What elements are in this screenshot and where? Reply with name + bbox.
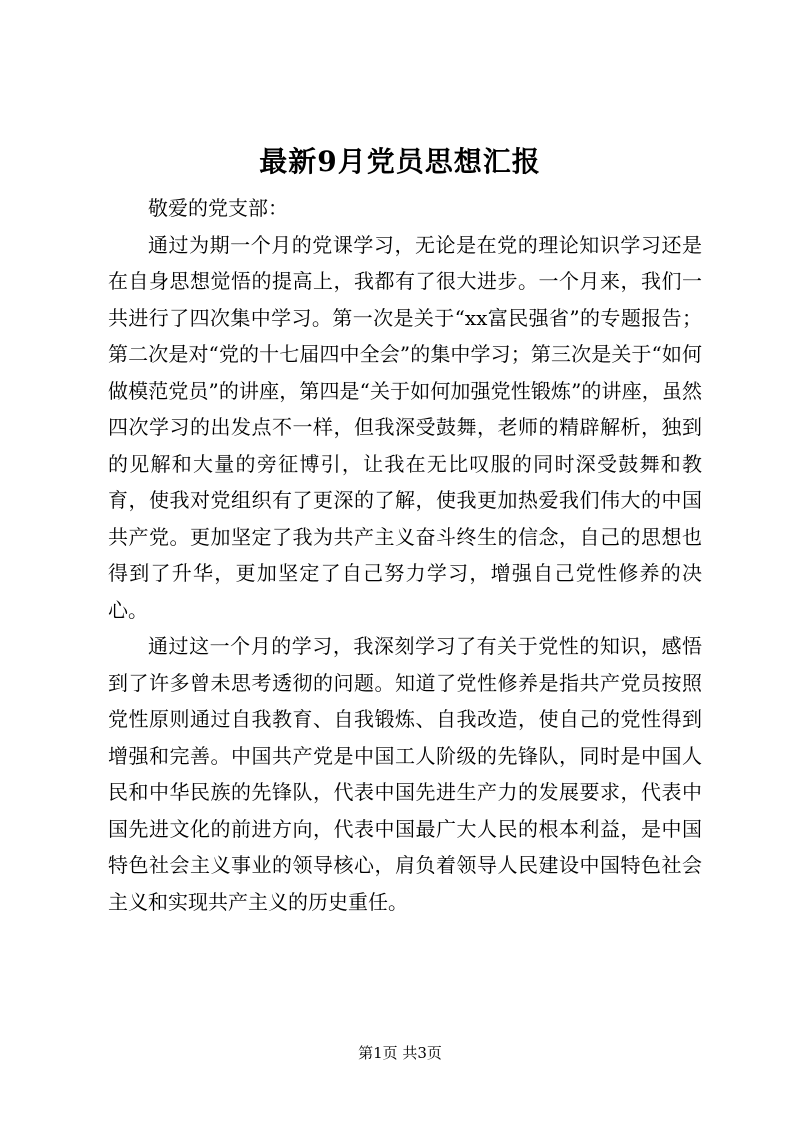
page-number-footer: 第1页 共3页 (358, 1044, 442, 1062)
paragraph-1: 通过为期一个月的党课学习，无论是在党的理论知识学习还是在自身思想觉悟的提高上，我都有了很大进步。一个月来，我们一共进行了四次集中学习。第一次是关于“xx富民强省”的专题报告；第二次是对“党的十七届四中全会”的集中学习；第三次是关于“如何做模范党员”的讲座，第四是“关于如何加强党性锻炼”的讲座，虽然四次学习的出发点不一样，但我深受鼓舞，老师的精辟解析，独到的见解和大量的旁征博引，让我在无比叹服的同时深受鼓舞和教育，使我对党组织有了更深的了解，使我更加热爱我们伟大的中国共产党。更加坚定了我为共产主义奋斗终生的信念，自己的思想也得到了升华，更加坚定了自己努力学习，增强自己党性修养的决心。 (108, 232, 702, 622)
paragraph-2: 通过这一个月的学习，我深刻学习了有关于党性的知识，感悟到了许多曾未思考透彻的问题。知道了党性修养是指共产党员按照党性原则通过自我教育、自我锻炼、自我改造，使自己的党性得到增强和完善。中国共产党是中国工人阶级的先锋队，同时是中国人民和中华民族的先锋队，代表中国先进生产力的发展要求，代表中国先进文化的前进方向，代表中国最广大人民的根本利益，是中国特色社会主义事业的领导核心，肩负着领导人民建设中国特色社会主义和实现共产主义的历史重任。 (108, 634, 702, 914)
salutation: 敬爱的党支部： (148, 196, 288, 220)
document-body (108, 190, 702, 920)
document-title: 最新9月党员思想汇报 (259, 145, 541, 178)
